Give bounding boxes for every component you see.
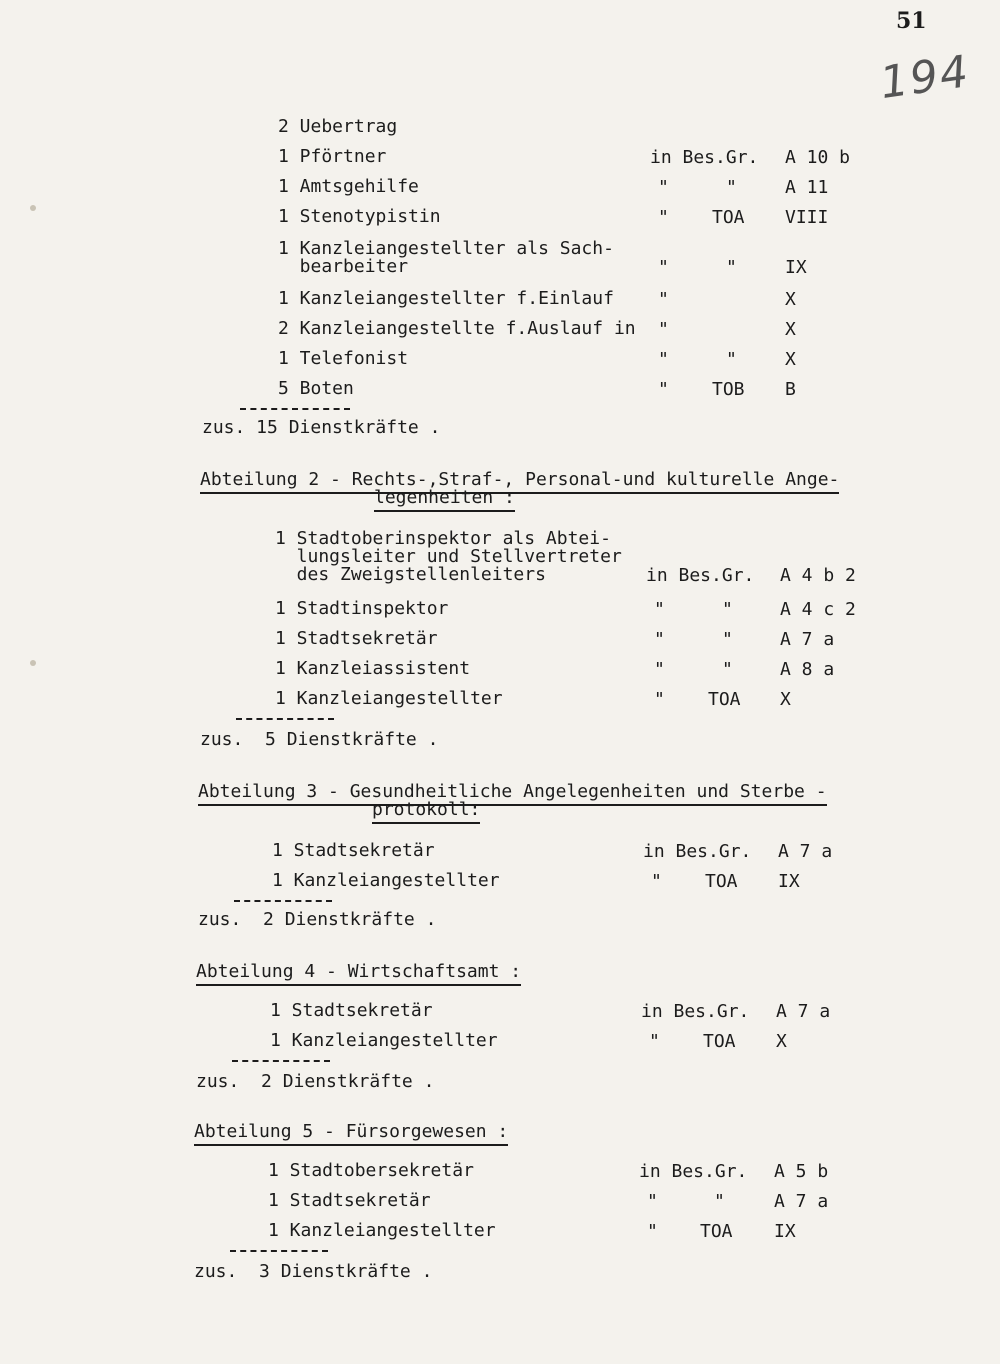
position-label: 1 Stadtsekretär xyxy=(270,1000,433,1021)
section-total: zus. 5 Dienstkräfte . xyxy=(200,729,439,750)
col-group: " xyxy=(654,659,665,680)
col-grade: X xyxy=(785,349,796,370)
section-heading: Abteilung 2 - Rechts-,Straf-, Personal-und kulturelle Ange- xyxy=(200,470,839,494)
position-label: 1 Kanzleiassistent xyxy=(275,658,471,679)
position-label: 1 Kanzleiangestellter xyxy=(275,688,503,709)
position-label: 1 Stadtsekretär xyxy=(272,840,435,861)
col-tariff: TOA xyxy=(708,689,741,710)
col-grade: IX xyxy=(774,1221,796,1242)
col-group: " xyxy=(658,379,669,400)
col-grade: A 11 xyxy=(785,177,829,198)
section-total: zus. 2 Dienstkräfte . xyxy=(196,1071,435,1092)
col-tariff: TOA xyxy=(700,1221,733,1242)
position-label: 1 Kanzleiangestellter xyxy=(268,1220,496,1241)
col-group: " xyxy=(658,349,669,370)
section-total: zus. 15 Dienstkräfte . xyxy=(202,417,441,438)
col-group: " xyxy=(647,1221,658,1242)
col-grade: VIII xyxy=(785,207,829,228)
col-tariff: " xyxy=(726,177,737,198)
sum-rule xyxy=(232,1060,330,1062)
col-group: " xyxy=(654,599,665,620)
col-grade: B xyxy=(785,379,796,400)
position-label: 1 Kanzleiangestellter f.Einlauf xyxy=(278,288,614,309)
position-label: 2 Kanzleiangestellte f.Auslauf in xyxy=(278,318,636,339)
sum-rule xyxy=(236,718,334,720)
col-group: " xyxy=(647,1191,658,1212)
col-grade: A 7 a xyxy=(780,629,835,650)
folio-number: 194 xyxy=(876,45,974,110)
col-grade: A 8 a xyxy=(780,659,835,680)
section-heading: Abteilung 3 - Gesundheitliche Angelegenheiten und Sterbe - xyxy=(198,782,827,806)
col-tariff: " xyxy=(722,599,733,620)
col-group: in Bes.Gr. xyxy=(641,1001,750,1022)
col-group: " xyxy=(651,871,662,892)
position-label: 1 Stadtobersekretär xyxy=(268,1160,474,1181)
position-label: 1 Stenotypistin xyxy=(278,206,441,227)
col-tariff: TOA xyxy=(705,871,738,892)
position-label: 1 Kanzleiangestellter xyxy=(272,870,500,891)
col-group: in Bes.Gr. xyxy=(646,565,755,586)
col-grade: A 4 c 2 xyxy=(780,599,856,620)
col-tariff: " xyxy=(722,629,733,650)
col-group: " xyxy=(658,207,669,228)
position-label: 1 Stadtinspektor xyxy=(275,598,449,619)
section-heading: legenheiten : xyxy=(374,488,515,512)
col-group: in Bes.Gr. xyxy=(639,1161,748,1182)
col-group: " xyxy=(654,689,665,710)
col-tariff: TOA xyxy=(712,207,745,228)
col-group: in Bes.Gr. xyxy=(643,841,752,862)
position-label: 1 Stadtoberinspektor als Abtei- lungsleiter und Stellvertreter des Zweigstellenleiters xyxy=(275,528,622,585)
col-group: " xyxy=(654,629,665,650)
col-group: " xyxy=(658,319,669,340)
punch-mark xyxy=(30,660,36,666)
section-heading: Abteilung 4 - Wirtschaftsamt : xyxy=(196,962,521,986)
col-grade: A 7 a xyxy=(778,841,833,862)
col-tariff: TOB xyxy=(712,379,745,400)
position-label: 1 Kanzleiangestellter als Sach- bearbeiter xyxy=(278,238,614,277)
col-tariff: " xyxy=(722,659,733,680)
sum-rule xyxy=(240,408,350,410)
position-label: 1 Pförtner xyxy=(278,146,387,167)
col-grade: A 4 b 2 xyxy=(780,565,856,586)
section-total: zus. 3 Dienstkräfte . xyxy=(194,1261,433,1282)
col-tariff: " xyxy=(726,257,737,278)
col-grade: IX xyxy=(778,871,800,892)
position-label: 1 Amtsgehilfe xyxy=(278,176,419,197)
col-grade: IX xyxy=(785,257,807,278)
col-group: " xyxy=(658,289,669,310)
col-tariff: " xyxy=(726,349,737,370)
section-total: zus. 2 Dienstkräfte . xyxy=(198,909,437,930)
col-group: " xyxy=(658,177,669,198)
col-group: " xyxy=(649,1031,660,1052)
col-group: in Bes.Gr. xyxy=(650,147,759,168)
position-label: 1 Telefonist xyxy=(278,348,409,369)
punch-mark xyxy=(30,205,36,211)
page-number: 51 xyxy=(896,8,927,34)
col-grade: X xyxy=(776,1031,787,1052)
col-group: " xyxy=(658,257,669,278)
position-label: 5 Boten xyxy=(278,378,354,399)
section-heading: Abteilung 5 - Fürsorgewesen : xyxy=(194,1122,508,1146)
section-heading: protokoll: xyxy=(372,800,480,824)
col-grade: A 10 b xyxy=(785,147,851,168)
sum-rule xyxy=(230,1250,328,1252)
col-tariff: " xyxy=(714,1191,725,1212)
position-label: 1 Kanzleiangestellter xyxy=(270,1030,498,1051)
col-grade: X xyxy=(780,689,791,710)
col-grade: A 7 a xyxy=(774,1191,829,1212)
position-label: 1 Stadtsekretär xyxy=(268,1190,431,1211)
sum-rule xyxy=(234,900,332,902)
col-grade: A 5 b xyxy=(774,1161,829,1182)
col-grade: X xyxy=(785,319,796,340)
col-tariff: TOA xyxy=(703,1031,736,1052)
position-label: 2 Uebertrag xyxy=(278,116,398,137)
position-label: 1 Stadtsekretär xyxy=(275,628,438,649)
col-grade: X xyxy=(785,289,796,310)
col-grade: A 7 a xyxy=(776,1001,831,1022)
